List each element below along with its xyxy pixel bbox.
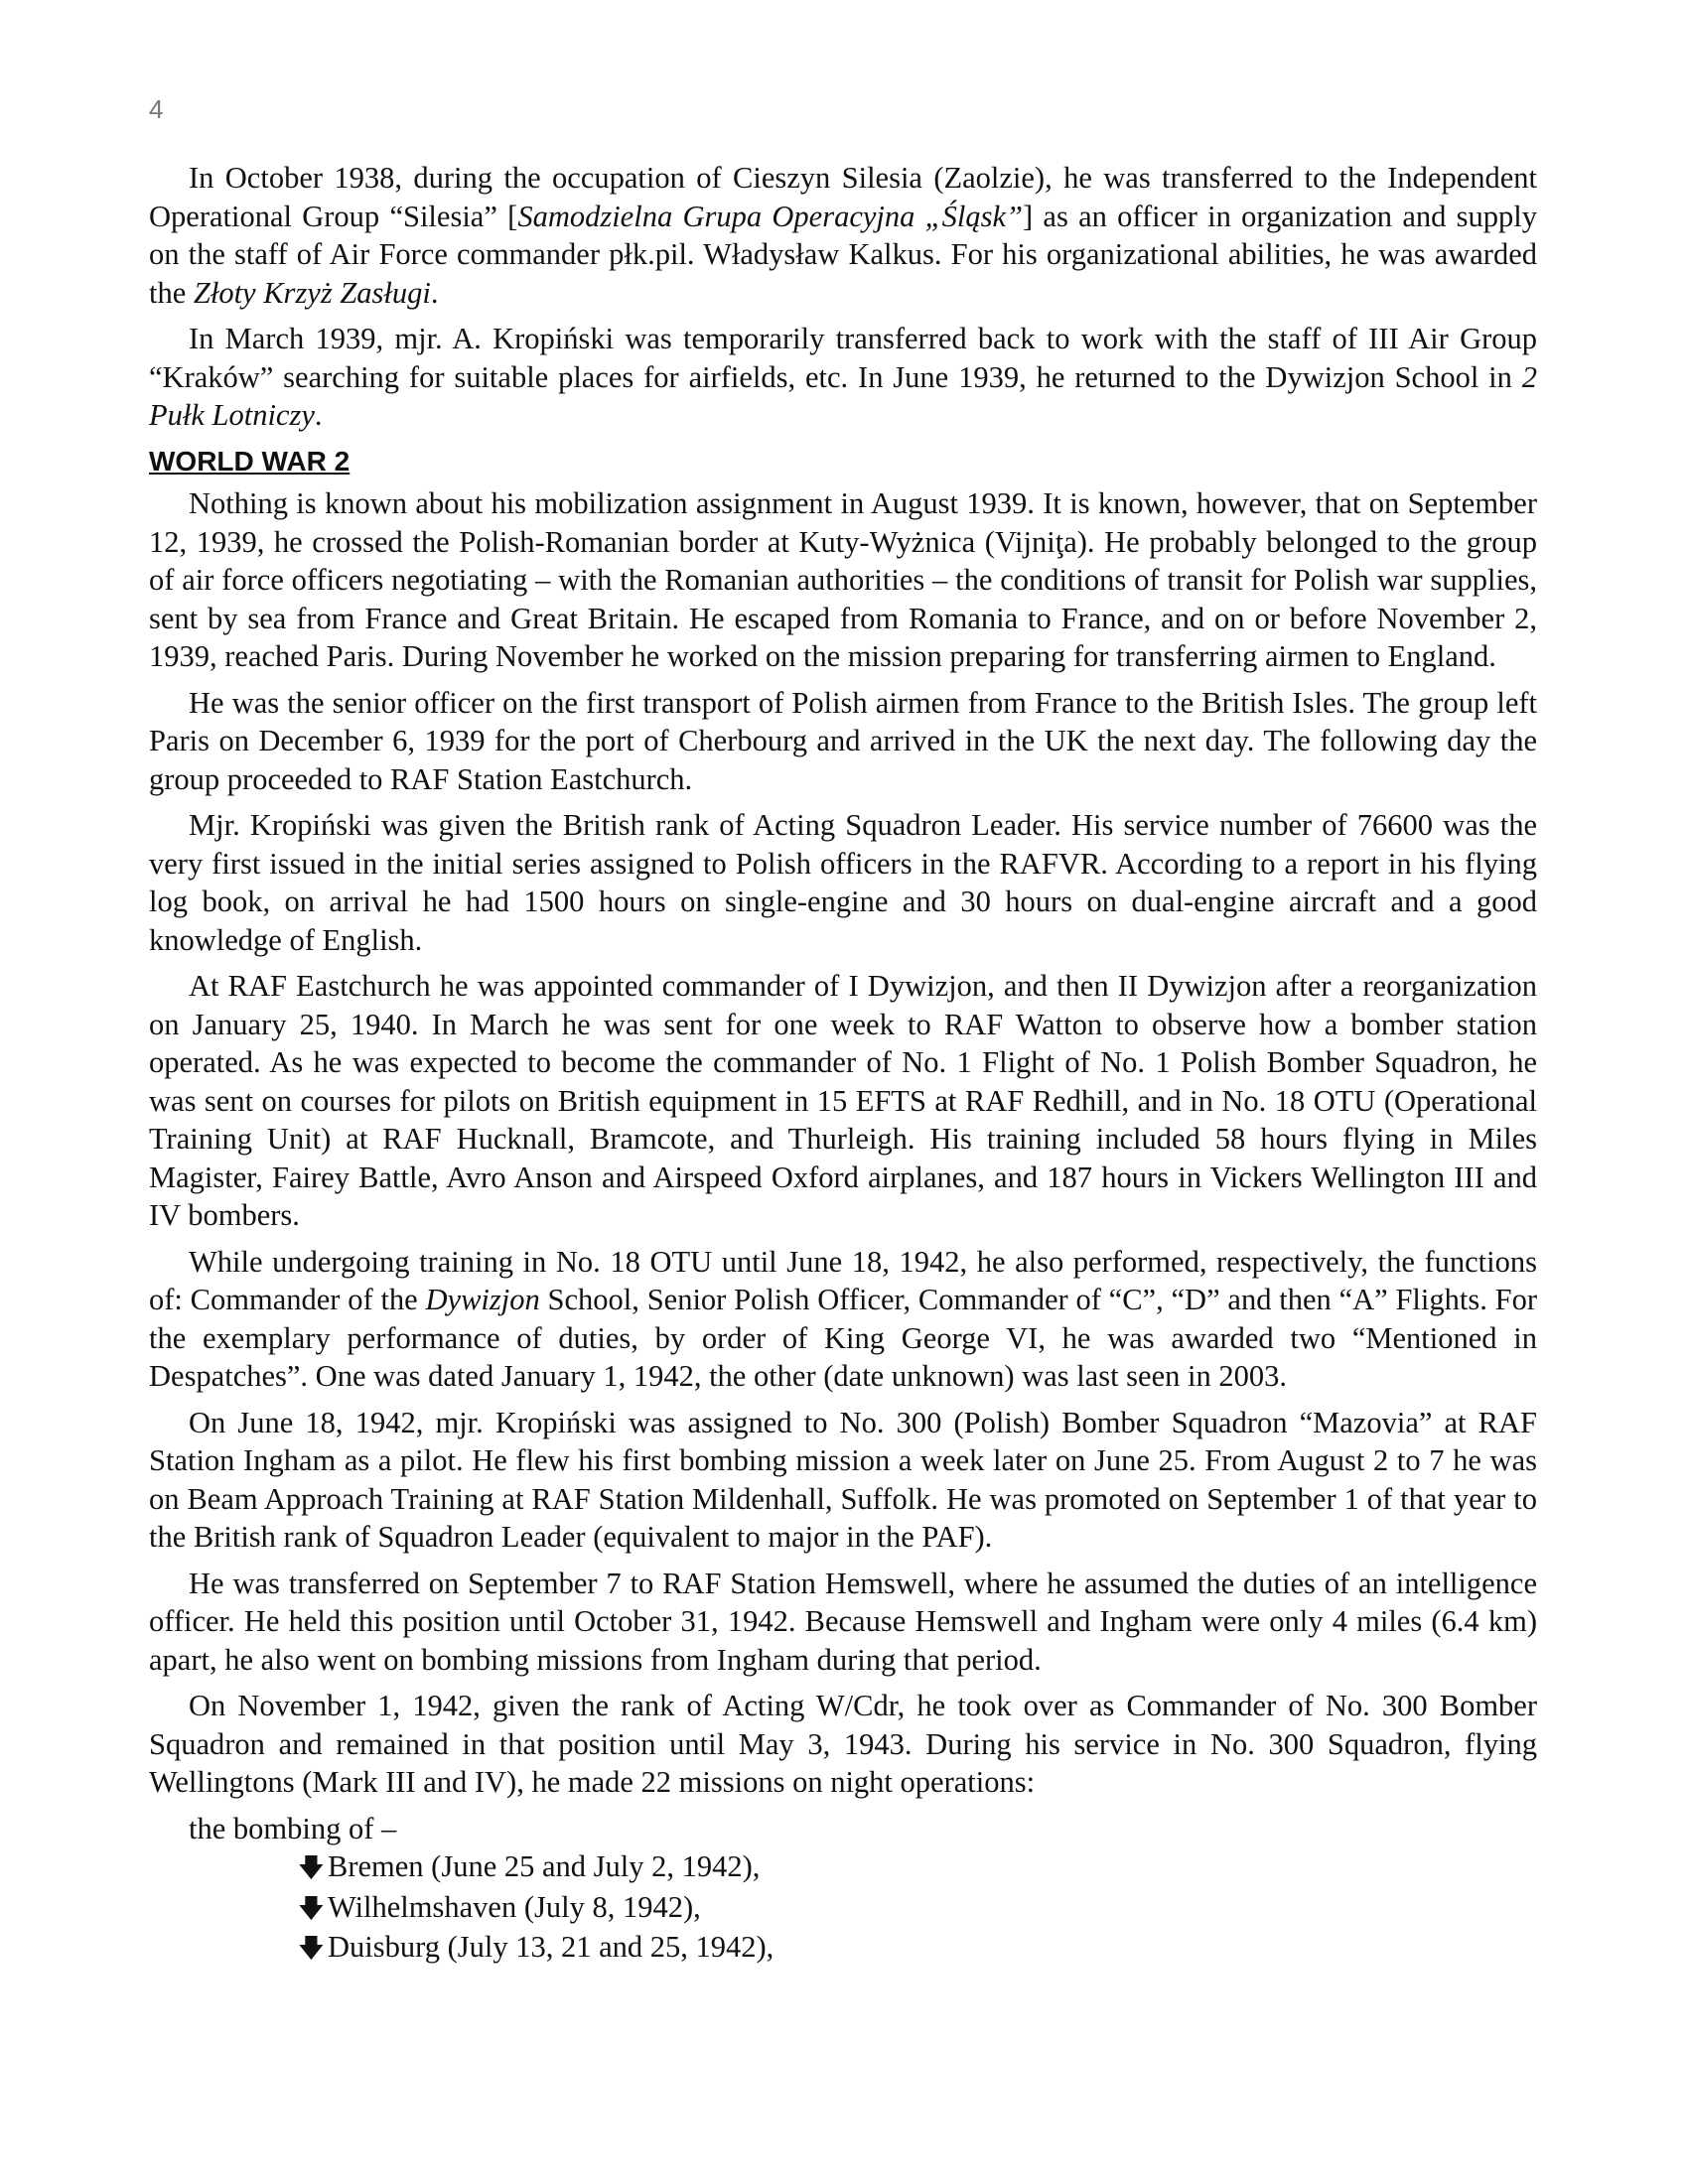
italic-text: 2 Pułk Lotniczy — [149, 359, 1537, 432]
paragraph-text: In March 1939, mjr. A. Kropiński was temporarily transferred back to work with the staff of III Air Group “Kraków” searching for suitable places for airfields, etc. In June 1939, he returned to the Dywizjon School in — [149, 322, 1537, 394]
paragraph-commander: On November 1, 1942, given the rank of Acting W/Cdr, he took over as Commander of No. 300 Bomber Squadron and remained in that position until May 3, 1943. During his service in No. 300 Squadron, flying Wellingtons (Mark III and IV), he made 22 missions on night operations: — [149, 1689, 1537, 1799]
paragraph-october-1938 — [149, 159, 1537, 312]
down-arrow-icon: 🡇 — [298, 1893, 325, 1924]
paragraph-300-squadron: On June 18, 1942, mjr. Kropiński was assigned to No. 300 (Polish) Bomber Squadron “Mazovia” at RAF Station Ingham as a pilot. He flew his first bombing mission a week later on June 25. From August 2 to 7 he was on Beam Approach Training at RAF Station Mildenhall, Suffolk. He was promoted on September 1 of that year to the British rank of Squadron Leader (equivalent to major in the PAF). — [149, 1405, 1537, 1554]
italic-text: Dywizjon — [425, 1283, 540, 1316]
paragraph-text: School, Senior Polish Officer, Commander of “C”, “D” and then “A” Flights. For the exemplary performance of duties, by order of King George VI, he was awarded two “Mentioned in Despatches”. One was dated January 1, 1942, the other (date unknown) was last seen in 2003. — [149, 1283, 1537, 1393]
list-item-text: Bremen (June 25 and July 2, 1942), — [328, 1849, 761, 1883]
italic-text: Samodzielna Grupa Operacyjna „Śląsk” — [517, 199, 1023, 233]
paragraph-training — [149, 1243, 1537, 1396]
paragraph-text: . — [430, 275, 439, 310]
paragraph-text: ] as an officer in organization and supply on the staff of Air Force commander płk.pil. Władysław Kalkus. For his organizational abilities, he was awarded the — [149, 199, 1537, 310]
down-arrow-icon: 🡇 — [298, 1934, 325, 1964]
paragraph-british-rank: Mjr. Kropiński was given the British rank of Acting Squadron Leader. His service number of 76600 was the very first issued in the initial series assigned to Polish officers in the RAFVR. According to a report in his flying log book, on arrival he had 1500 hours on single-engine and 30 hours on dual-engine aircraft and a good knowledge of English. — [149, 808, 1537, 957]
paragraph-first-transport: He was the senior officer on the first transport of Polish airmen from France to the British Isles. The group left Paris on December 6, 1939 for the port of Cherbourg and arrived in the UK the next day. The following day the group proceeded to RAF Station Eastchurch. — [149, 685, 1537, 796]
paragraph-text: While undergoing training in No. 18 OTU until June 18, 1942, he also performed, respectively, the functions of: Commander of the — [149, 1244, 1537, 1316]
paragraph-march-1939 — [149, 320, 1537, 435]
italic-text: Złoty Krzyż Zasługi — [193, 275, 431, 310]
paragraph-eastchurch: At RAF Eastchurch he was appointed commander of I Dywizjon, and then II Dywizjon after a reorganization on January 25, 1940. In March he was sent for one week to RAF Watton to observe how a bomber station operated. As he was expected to become the commander of No. 1 Flight of No. 1 Polish Bomber Squadron, he was sent on courses for pilots on British equipment in 15 EFTS at RAF Redhill, and in No. 18 OTU (Operational Training Unit) at RAF Hucknall, Bramcote, and Thurleigh. His training included 58 hours flying in Miles Magister, Fairey Battle, Avro Anson and Airspeed Oxford airplanes, and 187 hours in Vickers Wellington III and IV bombers. — [149, 969, 1537, 1232]
paragraph-hemswell: He was transferred on September 7 to RAF Station Hemswell, where he assumed the duties of an intelligence officer. He held this position until October 31, 1942. Because Hemswell and Ingham were only 4 miles (6.4 km) apart, he also went on bombing missions from Ingham during that period. — [149, 1566, 1537, 1677]
down-arrow-icon: 🡇 — [298, 1853, 325, 1883]
section-heading: WORLD WAR 2 — [149, 445, 351, 477]
list-item — [298, 1928, 1537, 1969]
paragraph-mobilization: Nothing is known about his mobilization assignment in August 1939. It is known, however, that on September 12, 1939, he crossed the Polish-Romanian border at Kuty-Wyżnica (Vijniţa). He probably belonged to the group of air force officers negotiating – with the Romanian authorities – the conditions of transit for Polish war supplies, sent by sea from France and Great Britain. He escaped from Romania to France, and on or before November 2, 1939, reached Paris. During November he worked on the mission preparing for transferring airmen to England. — [149, 486, 1537, 673]
document-body — [149, 159, 1537, 1969]
paragraph-text: In October 1938, during the occupation of Cieszyn Silesia (Zaolzie), he was transferred to the Independent Operational Group “Silesia” [ — [149, 161, 1537, 233]
paragraph-text: . — [314, 398, 323, 432]
list-item — [298, 1847, 1537, 1888]
list-item — [298, 1888, 1537, 1929]
bombing-list — [149, 1847, 1537, 1969]
bombing-list-lead: the bombing of – — [189, 1811, 397, 1845]
page-number: 4 — [149, 94, 164, 124]
list-item-text: Duisburg (July 13, 21 and 25, 1942), — [328, 1930, 774, 1964]
list-item-text: Wilhelmshaven (July 8, 1942), — [328, 1889, 701, 1924]
